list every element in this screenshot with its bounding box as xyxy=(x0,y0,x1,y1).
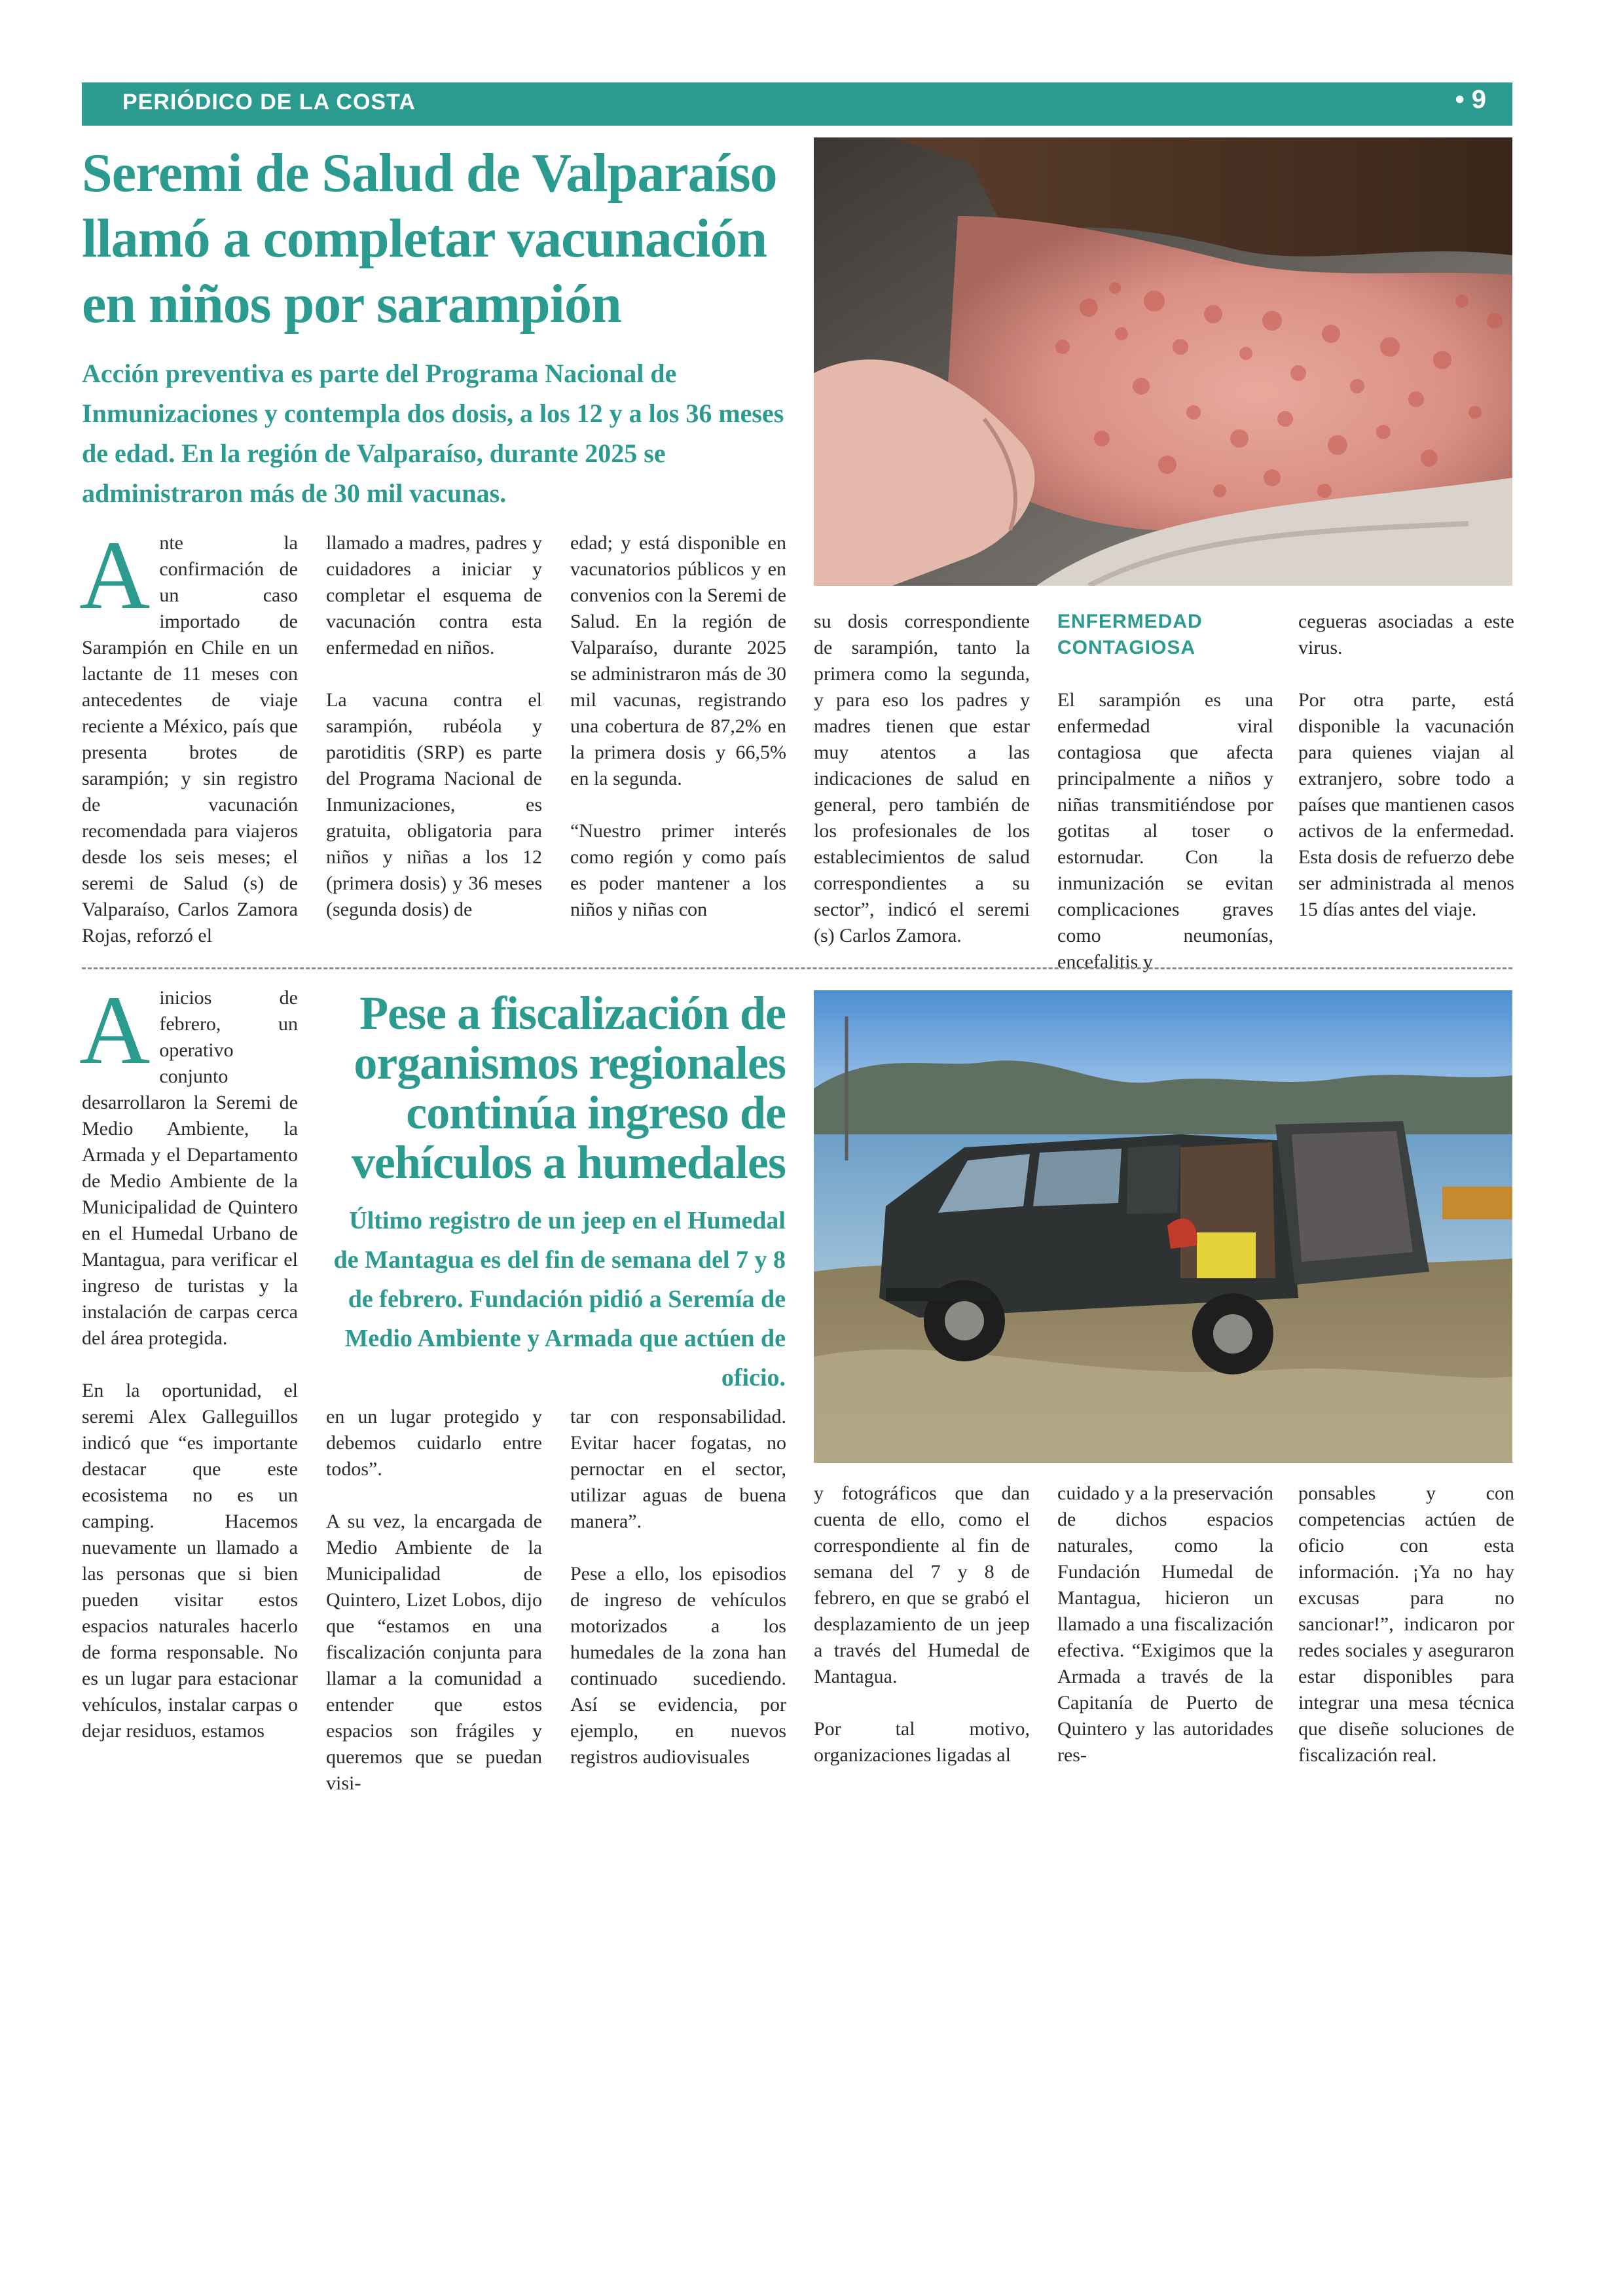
paragraph: su dosis correspondiente de sarampión, tanto la primera como la segunda, y para eso los padres y madres tienen que estar muy atentos a las indicaciones de salud en general, pero también de los profesionales de los establecimientos de salud correspondientes a su sector”, indicó el seremi (s) Carlos Zamora. xyxy=(814,611,1030,946)
paragraph: cegueras asociadas a este virus. xyxy=(1298,611,1514,658)
article2-dropcap: A xyxy=(79,976,151,1085)
article2-column-6 xyxy=(1298,1480,1514,1768)
paragraph: nte la confirmación de un caso importado de Sarampión en Chile en un lactante de 11 meses con antecedentes de viaje reciente a México, país que presenta brotes de sarampión; y sin registro de vacunación recomendada para viajeros desde los seis meses; el seremi de Salud (s) de Valparaíso, Carlos Zamora Rojas, reforzó el xyxy=(82,532,298,946)
paragraph: A su vez, la encargada de Medio Ambiente de la Municipalidad de Quintero, Lizet Lobos, dijo que “estamos en una fiscalización conjunta para llamar a la comunidad a entender que estos espacios son frágiles y queremos que se puedan visi- xyxy=(326,1511,542,1794)
article1-column-3 xyxy=(570,530,786,923)
article1-column-1 xyxy=(79,521,298,949)
paragraph: edad; y está disponible en vacunatorios públicos y en convenios con la Seremi de Salud. En la región de Valparaíso, durante 2025 se administraron más de 30 mil vacunas, registrando una cobertura de 87,2% en la primera dosis y 66,5% en la segunda. xyxy=(570,532,786,789)
article2-column-5 xyxy=(1057,1480,1273,1768)
article2-headline: Pese a fiscalización de organismos regionales continúa ingreso de vehículos a humedales xyxy=(351,987,786,1189)
publication-name: PERIÓDICO DE LA COSTA xyxy=(122,90,416,115)
article-divider xyxy=(82,967,1512,969)
paragraph: y fotográficos que dan cuenta de ello, como el correspondiente al fin de semana del 7 y 8 de febrero, en que se grabó el desplazamiento de un jeep a través del Humedal de Mantagua. xyxy=(814,1482,1030,1687)
article1-subhead: ENFERMEDAD CONTAGIOSA xyxy=(1057,611,1203,658)
paragraph: Pese a ello, los episodios de ingreso de vehículos motorizados a los humedales de la zona han continuado sucediendo. Así se evidencia, por ejemplo, en nuevos registros audiovisuales xyxy=(570,1563,786,1768)
article1-photo-rash-neck xyxy=(814,137,1512,586)
page-number: • 9 xyxy=(1455,85,1486,114)
paragraph: llamado a madres, padres y cuidadores a iniciar y completar el esquema de vacunación contra esta enfermedad en niños. xyxy=(326,532,542,658)
paragraph: en un lugar protegido y debemos cuidarlo entre todos”. xyxy=(326,1406,542,1480)
article1-column-4 xyxy=(814,609,1030,949)
article1-column-2 xyxy=(326,530,542,923)
article2-column-4 xyxy=(814,1480,1030,1768)
paragraph: inicios de febrero, un operativo conjunto desarrollaron la Seremi de Medio Ambiente, la Armada y el Departamento de Medio Ambiente de la Municipalidad de Quintero en el Humedal Urbano de Mantagua, para verificar el ingreso de turistas y la instalación de carpas cerca del área protegida. xyxy=(82,987,298,1349)
paragraph: ponsables y con competencias actúen de oficio con esta información. ¡Ya no hay excusas para no sancionar!”, indicaron por redes sociales y aseguraron estar disponibles para integrar una mesa técnica que diseñe soluciones de fiscalización real. xyxy=(1298,1482,1514,1766)
paragraph: tar con responsabilidad. Evitar hacer fogatas, no pernoctar en el sector, utilizar aguas de buena manera”. xyxy=(570,1406,786,1532)
paragraph: El sarampión es una enfermedad viral contagiosa que afecta principalmente a niños y niñas transmitiéndose por gotitas al toser o estornudar. Con la inmunización se evitan complicaciones graves como neumonías, encefalitis y xyxy=(1057,689,1273,973)
article2-column-2 xyxy=(326,1404,542,1797)
article2-lead: Último registro de un jeep en el Humedal de Mantagua es del fin de semana del 7 y 8 de febrero. Fundación pidió a Seremía de Medio Ambiente y Armada que actúen de oficio. xyxy=(333,1207,786,1391)
paragraph: La vacuna contra el sarampión, rubéola y parotiditis (SRP) es parte del Programa Nacional de Inmunizaciones, es gratuita, obligatoria para niños y niñas a los 12 (primera dosis) y 36 meses (segunda dosis) de xyxy=(326,689,542,920)
section-header-band xyxy=(82,82,1512,126)
article2-column-3 xyxy=(570,1404,786,1770)
article1-column-5 xyxy=(1057,609,1273,975)
paragraph: Por tal motivo, organizaciones ligadas al xyxy=(814,1718,1030,1766)
article2-photo-jeep-wetland xyxy=(814,990,1512,1463)
article2-column-1 xyxy=(79,976,298,1744)
paragraph: Por otra parte, está disponible la vacunación para quienes viajan al extranjero, sobre todo a países que mantienen casos activos de la enfermedad. Esta dosis de refuerzo debe ser administrada al menos 15 días antes del viaje. xyxy=(1298,689,1514,920)
article1-dropcap: A xyxy=(79,521,151,630)
paragraph: “Nuestro primer interés como región y como país es poder mantener a los niños y niñas con xyxy=(570,820,786,920)
paragraph: cuidado y a la preservación de dichos espacios naturales, como la Fundación Humedal de Mantagua, hicieron un llamado a una fiscalización efectiva. “Exigimos que la Armada a través de la Capitanía de Puerto de Quintero y las autoridades res- xyxy=(1057,1482,1273,1766)
article1-column-6 xyxy=(1298,609,1514,923)
article1-headline: Seremi de Salud de Valparaíso llamó a completar vacunación en niños por sarampión xyxy=(82,143,777,334)
article1-lead: Acción preventiva es parte del Programa Nacional de Inmunizaciones y contempla dos dosis, a los 12 y a los 36 meses de edad. En la región de Valparaíso, durante 2025 se administraron más de 30 mil vacunas. xyxy=(82,359,784,508)
paragraph: En la oportunidad, el seremi Alex Galleguillos indicó que “es importante destacar que este ecosistema no es un camping. Hacemos nuevamente un llamado a las personas que si bien pueden visitar estos espacios naturales hacerlo de forma responsable. No es un lugar para estacionar vehículos, instalar carpas o dejar residuos, estamos xyxy=(82,1380,298,1742)
